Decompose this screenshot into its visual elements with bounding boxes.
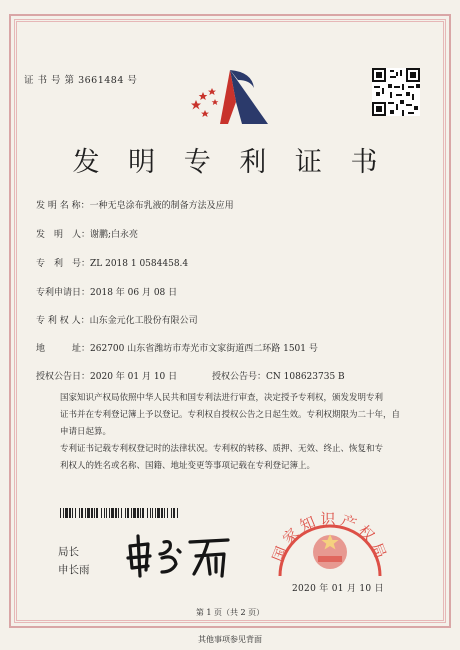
back-note: 其他事项参见背面	[198, 635, 262, 644]
grant-paragraph	[60, 390, 406, 441]
patent-number-row	[36, 256, 188, 269]
filing-date-value: 2018 年 06 月 08 日	[90, 288, 178, 298]
certificate-number: 证 书 号 第 3661484 号	[24, 75, 138, 86]
legal-line-1: 专利证书记载专利权登记时的法律状况。专利权的转移、质押、无效、终止、恢复和专	[60, 444, 384, 454]
director-name: 申长雨	[58, 564, 90, 576]
director-signature-icon	[124, 532, 234, 580]
patent-number-value: ZL 2018 1 0584458.4	[90, 259, 189, 269]
page-number: 第 1 页（共 2 页）	[195, 608, 265, 617]
bureau-label: 局长	[58, 546, 79, 558]
seal-text: 国家知识产权局	[268, 510, 392, 565]
announce-number-label: 授权公告号：	[212, 372, 267, 382]
address-row	[36, 341, 318, 354]
announce-number-value: CN 108623735 B	[266, 372, 345, 382]
grant-line-3: 申请日起算。	[60, 427, 112, 437]
grant-line-2: 证书并在专利登记簿上予以登记。专利权自授权公告之日起生效。专利权期限为二十年，自	[60, 410, 401, 420]
patent-number-label: 专 利 号：	[36, 259, 91, 269]
inventor-value: 谢鹏;白永亮	[90, 230, 139, 240]
page-title: 发 明 专 利 证 书	[72, 147, 388, 178]
inventor-row	[36, 227, 138, 240]
invention-name-row	[36, 198, 234, 211]
seal-date: 2020 年 01 月 10 日	[292, 584, 384, 594]
official-seal-icon	[260, 490, 400, 595]
address-value: 262700 山东省潍坊市寿光市文家街道西二环路 1501 号	[90, 344, 318, 354]
legal-line-2: 利权人的姓名或名称、国籍、地址变更等事项记载在专利登记簿上。	[60, 461, 316, 471]
patent-emblem-icon	[190, 66, 275, 126]
announce-row	[36, 369, 345, 382]
invention-name-value: 一种无皂涂布乳液的制备方法及应用	[89, 201, 234, 211]
patentee-row	[36, 313, 198, 326]
legal-status-paragraph	[60, 441, 406, 475]
filing-date-label: 专利申请日：	[36, 288, 91, 298]
address-label: 地 址：	[36, 344, 91, 354]
barcode-icon	[60, 508, 178, 518]
invention-name-label: 发 明 名 称：	[36, 201, 90, 211]
qr-code-icon	[372, 68, 420, 116]
inventor-label: 发 明 人：	[36, 230, 91, 240]
patentee-label: 专 利 权 人：	[36, 316, 90, 326]
announce-date-label: 授权公告日：	[36, 372, 91, 382]
patentee-value: 山东金元化工股份有限公司	[89, 316, 198, 326]
filing-date-row	[36, 285, 177, 298]
grant-line-1: 国家知识产权局依照中华人民共和国专利法进行审查，决定授予专利权，颁发发明专利	[60, 393, 384, 403]
announce-date-value: 2020 年 01 月 10 日	[90, 372, 178, 382]
